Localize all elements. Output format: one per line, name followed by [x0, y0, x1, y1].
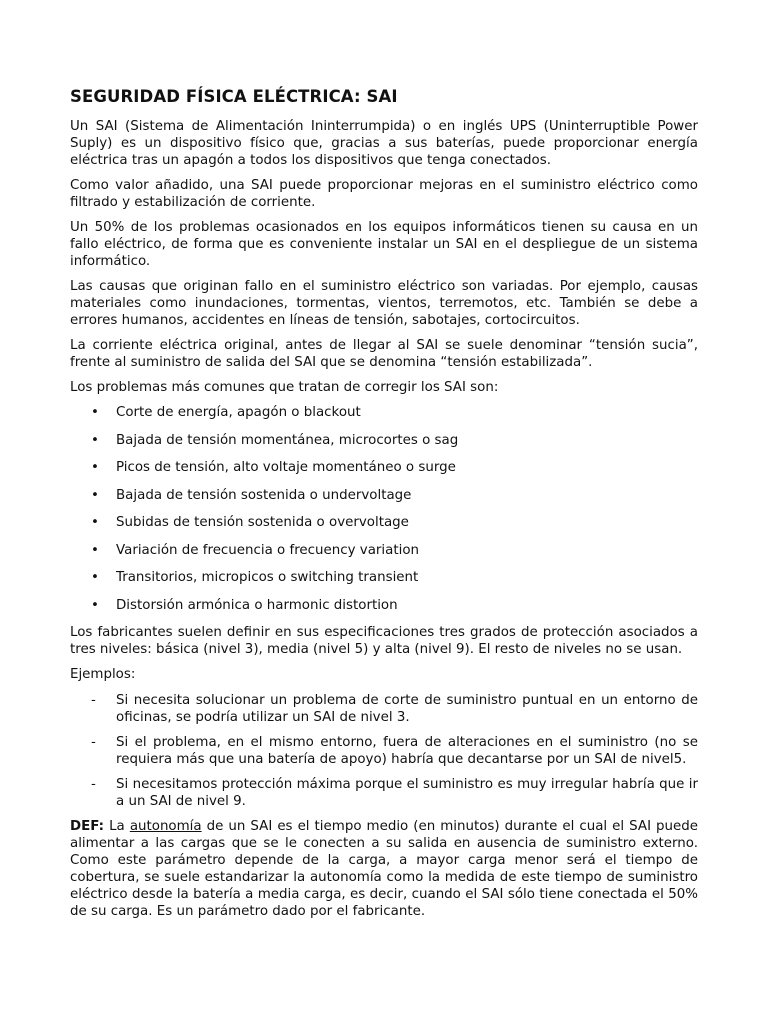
list-item-text: Si necesita solucionar un problema de corte de suministro puntual en un entorno de oficinas, se podría utilizar un SAI de nivel 3.: [116, 693, 698, 725]
paragraph-sai-definition: Un SAI (Sistema de Alimentación Ininterrumpida) o en inglés UPS (Uninterruptible Power Suply) es un dispositivo físico que, gracias a sus baterías, puede proporcionar energía eléctrica tras un apagón a todos los dispositivos que tenga conectados.: [70, 119, 698, 168]
bullet-icon: •: [91, 597, 99, 613]
definition-label: DEF:: [70, 819, 105, 834]
list-item: [70, 542, 698, 559]
document-page: [70, 86, 698, 928]
paragraph-dirty-voltage: La corriente eléctrica original, antes de llegar al SAI se suele denominar “tensión sucia”, frente al suministro de salida del SAI que se denomina “tensión estabilizada”.: [70, 338, 698, 370]
list-item-text: Bajada de tensión sostenida o undervoltage: [116, 487, 412, 503]
list-item-text: Transitorios, micropicos o switching transient: [116, 570, 419, 585]
list-item: [70, 692, 698, 726]
bullet-icon: •: [91, 405, 99, 420]
list-item: [70, 487, 698, 504]
dash-marker: -: [91, 777, 96, 792]
list-item: [70, 569, 698, 586]
definition-term: autonomía: [129, 819, 202, 834]
definition-text: de un SAI es el tiempo medio (en minutos) durante el cual el SAI puede alimentar a las cargas que se le conecten a su salida en ausencia de suministro externo. Como este parámetro depende de la carga, a mayor carga menor será el tiempo de cobertura, se suele estandarizar la autonomía como la medida de este tiempo de suministro eléctrico desde la batería a media carga, es decir, cuando el SAI sólo tiene conectada el 50% de su carga. Es un parámetro dado por el fabricante.: [70, 819, 699, 919]
list-item: [70, 734, 698, 768]
dash-marker: -: [91, 735, 96, 750]
list-item: [70, 459, 698, 476]
bullet-icon: •: [91, 570, 99, 585]
paragraph-added-value: Como valor añadido, una SAI puede proporcionar mejoras en el suministro eléctrico como filtrado y estabilización de corriente.: [70, 178, 698, 210]
paragraph-examples-label: Ejemplos:: [70, 667, 136, 682]
list-item: [70, 404, 698, 421]
bullet-icon: •: [91, 432, 99, 448]
list-item-text: Bajada de tensión momentánea, microcortes o sag: [116, 432, 459, 448]
bullet-icon: •: [91, 542, 99, 558]
bullet-icon: •: [91, 515, 99, 530]
paragraph-problems-percentage: Un 50% de los problemas ocasionados en los equipos informáticos tienen su causa en un fallo eléctrico, de forma que es conveniente instalar un SAI en el despliegue de un sistema informático.: [70, 220, 698, 269]
list-item: [70, 432, 698, 449]
dash-marker: -: [91, 693, 96, 708]
list-item: [70, 514, 698, 531]
paragraph-causes: Las causas que originan fallo en el suministro eléctrico son variadas. Por ejemplo, causas materiales como inundaciones, tormentas, vientos, terremotos, etc. También se debe a errores humanos, accidentes en líneas de tensión, sabotajes, cortocircuitos.: [70, 279, 698, 328]
list-item-text: Picos de tensión, alto voltaje momentáneo o surge: [116, 460, 456, 475]
list-item-text: Corte de energía, apagón o blackout: [116, 405, 361, 420]
examples-list: [70, 692, 698, 810]
paragraph-protection-levels: Los fabricantes suelen definir en sus especificaciones tres grados de protección asociados a tres niveles: básica (nivel 3), media (nivel 5) y alta (nivel 9). El resto de niveles no se usan.: [70, 625, 698, 657]
list-item-text: Distorsión armónica o harmonic distortion: [116, 597, 398, 613]
paragraph-common-problems-intro: Los problemas más comunes que tratan de corregir los SAI son:: [70, 380, 499, 395]
list-item-text: Si necesitamos protección máxima porque el suministro es muy irregular habría que ir a un SAI de nivel 9.: [116, 777, 698, 809]
list-item: [70, 597, 698, 614]
bullet-icon: •: [91, 487, 99, 503]
list-item: [70, 776, 698, 810]
list-item-text: Variación de frecuencia o frecuency variation: [116, 542, 419, 558]
problems-list: [70, 404, 698, 614]
page-title: SEGURIDAD FÍSICA ELÉCTRICA: SAI: [70, 87, 398, 106]
bullet-icon: •: [91, 460, 99, 475]
list-item-text: Subidas de tensión sostenida o overvoltage: [116, 515, 409, 530]
paragraph-autonomy-definition: [70, 818, 698, 920]
definition-pre: La: [109, 819, 125, 834]
list-item-text: Si el problema, en el mismo entorno, fuera de alteraciones en el suministro (no se requiera más que una batería de apoyo) habría que decantarse por un SAI de nivel5.: [116, 735, 698, 767]
